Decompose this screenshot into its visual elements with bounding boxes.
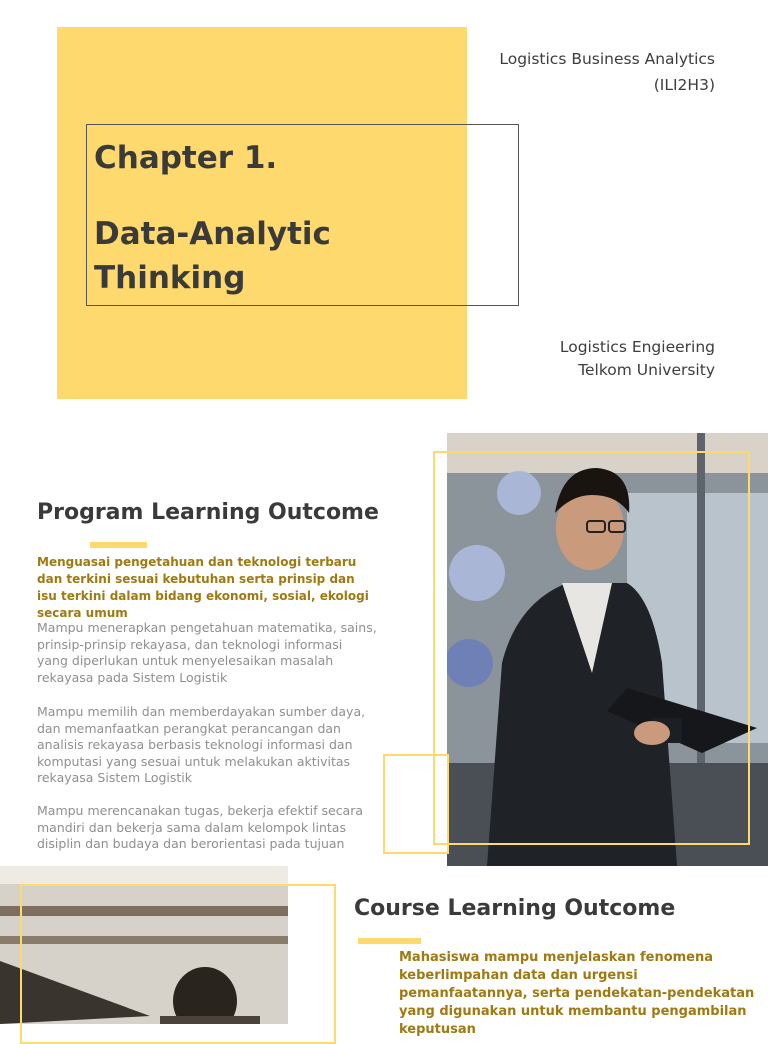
chapter-title: Data-Analytic Thinking [94, 216, 331, 296]
program-learning-outcome-item: Mampu menerapkan pengetahuan matematika, sains, prinsip-prinsip rekayasa, dan teknologi informasi yang diperlukan untuk menyelesaikan masalah rekayasa pada Sistem Logistik [37, 620, 377, 685]
organization-info [560, 336, 715, 382]
heading-accent-bar [90, 542, 147, 548]
course-code: (ILI2H3) [653, 76, 715, 94]
photo-frame [433, 451, 750, 845]
program-learning-outcome-item: Mampu memilih dan memberdayakan sumber daya, dan memanfaatkan perangkat perancangan dan analisis rekayasa berbasis teknologi informasi dan komputasi yang sesuai untuk melakukan aktivitas rekayasa Sistem Logistik [37, 704, 366, 785]
course-info [499, 46, 715, 98]
course-learning-outcome-heading: Course Learning Outcome [354, 896, 676, 921]
course-name: Logistics Business Analytics [499, 50, 715, 68]
program-learning-outcome-heading: Program Learning Outcome [37, 500, 379, 525]
course-learning-outcome-text: Mahasiswa mampu menjelaskan fenomena keberlimpahan data dan urgensi pemanfaatannya, serta pendekatan-pendekatan yang digunakan untuk membantu pengambilan keputusan [399, 950, 755, 1037]
photo-frame [20, 884, 336, 1044]
university-name: Telkom University [578, 361, 715, 379]
photo-frame-small [383, 754, 449, 854]
department-name: Logistics Engieering [559, 338, 715, 356]
program-learning-outcome-item: Mampu merencanakan tugas, bekerja efektif secara mandiri dan bekerja sama dalam kelompok lintas disiplin dan budaya dan berorientasi pada tujuan [37, 803, 364, 851]
chapter-label: Chapter 1. [94, 140, 278, 176]
program-learning-outcome-highlight: Menguasai pengetahuan dan teknologi terbaru dan terkini sesuai kebutuhan serta prinsip dan isu terkini dalam bidang ekonomi, sosial, ekologi secara umum [37, 555, 369, 620]
heading-accent-bar [358, 938, 421, 944]
